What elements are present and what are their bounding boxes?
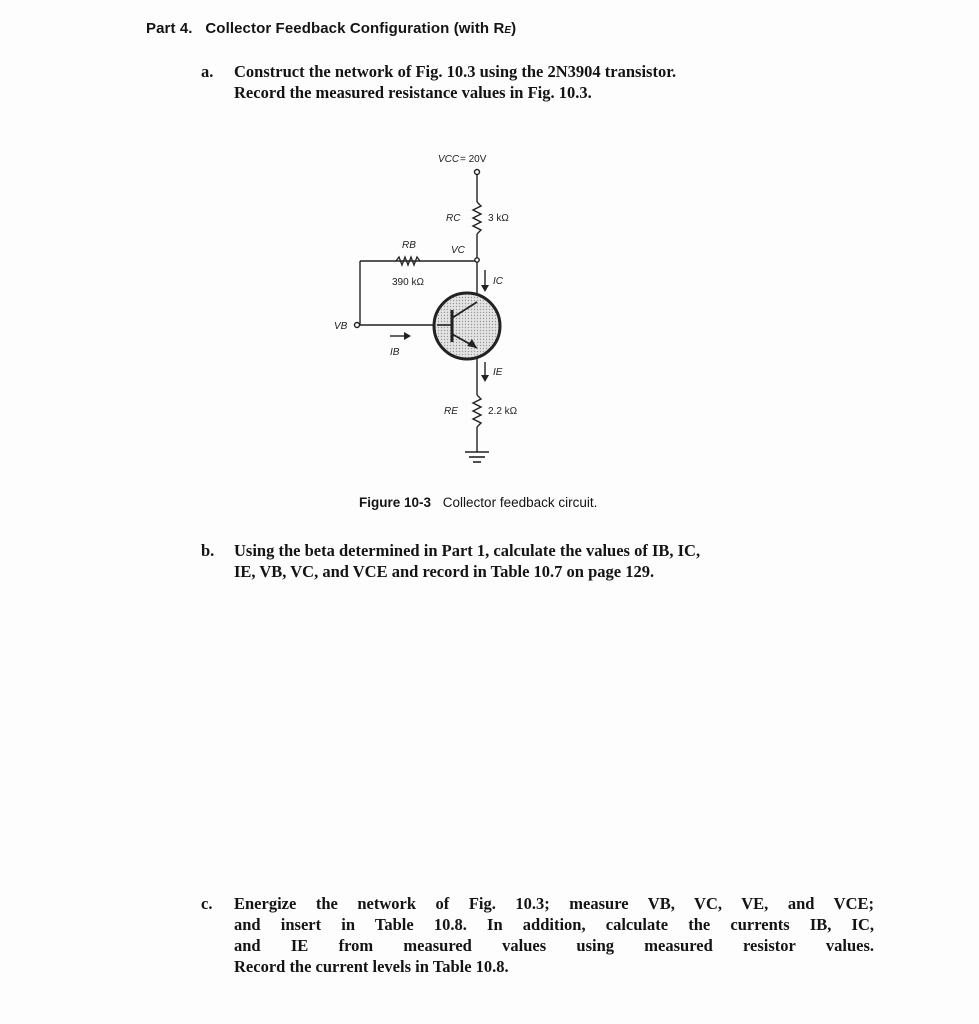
step-c-line-4: Record the current levels in Table 10.8. <box>234 957 509 976</box>
vb-label: VB <box>334 321 348 332</box>
rc-resistor <box>473 202 481 234</box>
figure-caption-text: Collector feedback circuit. <box>442 495 598 510</box>
figure-number: Figure 10-3 <box>359 495 432 510</box>
vcc-terminal <box>475 170 480 175</box>
rc-label: RC <box>446 213 461 224</box>
transistor-2n3904 <box>434 293 500 359</box>
step-c-line-3: and IE from measured values using measured resistor values. <box>234 936 874 955</box>
ground-icon <box>465 452 489 462</box>
part-title: Collector Feedback Configuration (with R <box>205 20 505 37</box>
vcc-label: VCC <box>438 154 460 165</box>
part-number: Part 4. <box>146 20 193 37</box>
rb-value: 390 kΩ <box>392 277 424 288</box>
part-title-subscript: E <box>504 25 512 36</box>
step-a-line-2: Record the measured resistance values in Fig. 10.3. <box>234 83 592 102</box>
step-b-line-2: IE, VB, VC, and VCE and record in Table 10.7 on page 129. <box>234 562 655 581</box>
step-c-marker: c. <box>201 894 213 913</box>
re-label: RE <box>444 406 458 417</box>
vc-label: VC <box>451 245 465 256</box>
ie-label: IE <box>493 367 503 378</box>
rc-value: 3 kΩ <box>488 213 509 224</box>
step-c-line-1: Energize the network of Fig. 10.3; measure VB, VC, VE, and VCE; <box>234 894 874 913</box>
ic-label: IC <box>493 276 503 287</box>
step-a-line-1: Construct the network of Fig. 10.3 using the 2N3904 transistor. <box>234 62 677 81</box>
part-title-end: ) <box>511 20 517 37</box>
step-c-line-2: and insert in Table 10.8. In addition, calculate the currents IB, IC, <box>234 915 874 934</box>
step-a-marker: a. <box>201 62 214 81</box>
step-b-marker: b. <box>201 541 215 560</box>
part-heading <box>146 20 516 37</box>
rb-label: RB <box>402 240 416 251</box>
re-value: 2.2 kΩ <box>488 406 518 417</box>
vb-terminal <box>355 323 360 328</box>
vc-node <box>475 258 479 262</box>
vcc-value: = 20V <box>460 154 487 165</box>
collector-feedback-circuit <box>320 140 580 480</box>
step-b-line-1: Using the beta determined in Part 1, calculate the values of IB, IC, <box>234 541 701 560</box>
re-resistor <box>473 395 481 427</box>
ib-label: IB <box>390 347 400 358</box>
figure-caption <box>359 495 597 510</box>
